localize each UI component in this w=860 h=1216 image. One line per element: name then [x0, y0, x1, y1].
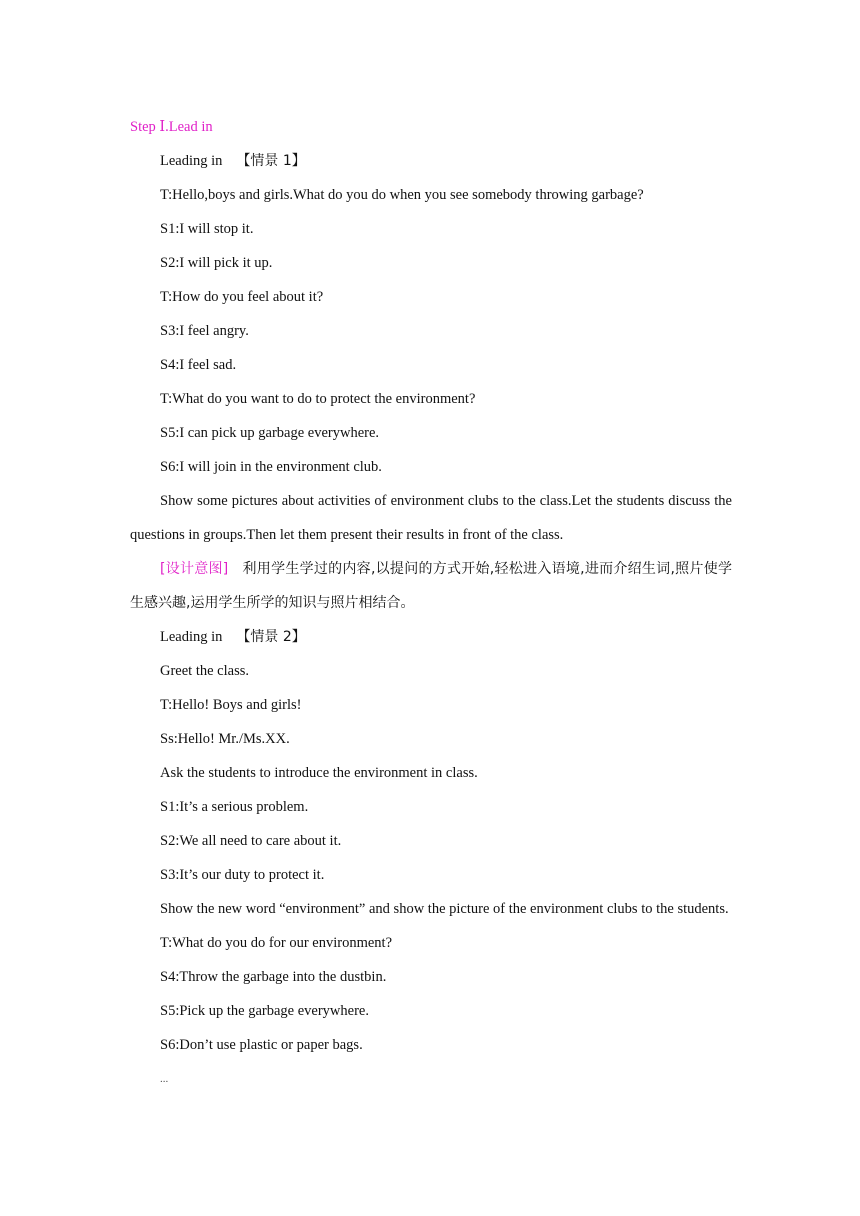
dialogue-line: S3:It’s our duty to protect it.: [160, 867, 325, 883]
dialogue-line: S4:I feel sad.: [160, 357, 237, 373]
dialogue-line: S5:Pick up the garbage everywhere.: [160, 1003, 369, 1019]
dialogue-line: S1:I will stop it.: [160, 221, 254, 237]
design-intent-label: [设计意图]: [160, 561, 229, 577]
dialogue-line: Ask the students to introduce the environment in class.: [160, 765, 478, 781]
dialogue-line: T:What do you want to do to protect the environment?: [160, 391, 476, 407]
dialogue-line: T:How do you feel about it?: [160, 289, 324, 305]
dialogue-line: S4:Throw the garbage into the dustbin.: [160, 969, 387, 985]
dialogue-line: S1:It’s a serious problem.: [160, 799, 309, 815]
lesson-content: [130, 110, 732, 1096]
design-intent-paragraph: [130, 552, 732, 620]
design-intent-text: 利用学生学过的内容,以提问的方式开始,轻松进入语境,进而介绍生词,照片使学生感兴趣,运用学生所学的知识与照片相结合。: [130, 561, 732, 611]
dialogue-line: S6:Don’t use plastic or paper bags.: [160, 1037, 363, 1053]
ellipsis: ...: [160, 1073, 169, 1085]
dialogue-line: S6:I will join in the environment club.: [160, 459, 382, 475]
dialogue-line: S2:We all need to care about it.: [160, 833, 342, 849]
scene2-heading: [130, 620, 732, 654]
activity-paragraph: Show some pictures about activities of environment clubs to the class.Let the students discuss the questions in groups.Then let them present their results in front of the class.: [130, 493, 732, 543]
dialogue-line: Ss:Hello! Mr./Ms.XX.: [160, 731, 290, 747]
dialogue-line: T:Hello! Boys and girls!: [160, 697, 302, 713]
dialogue-line: S3:I feel angry.: [160, 323, 249, 339]
scene2-tag: 【情景 2】: [236, 629, 306, 645]
scene2-label: Leading in: [160, 629, 223, 645]
scene1-tag: 【情景 1】: [236, 153, 306, 169]
dialogue-line: S5:I can pick up garbage everywhere.: [160, 425, 380, 441]
scene1-heading: [130, 144, 732, 178]
scene1-label: Leading in: [160, 153, 223, 169]
show-word-paragraph: Show the new word “environment” and show the picture of the environment clubs to the students.: [160, 901, 729, 917]
dialogue-line: Greet the class.: [160, 663, 249, 679]
dialogue-line: S2:I will pick it up.: [160, 255, 273, 271]
dialogue-line: T:What do you do for our environment?: [160, 935, 393, 951]
step-heading: Step Ⅰ.Lead in: [130, 119, 213, 135]
dialogue-line: T:Hello,boys and girls.What do you do when you see somebody throwing garbage?: [160, 187, 644, 203]
